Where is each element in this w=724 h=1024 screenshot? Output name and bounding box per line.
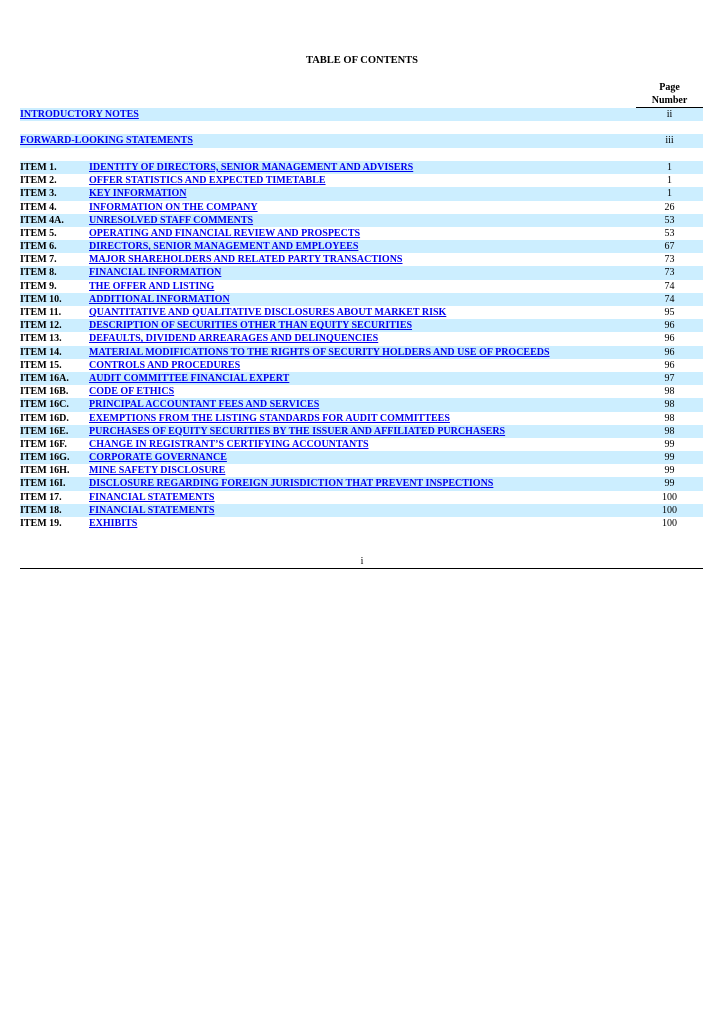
toc-item-number: ITEM 13.	[20, 333, 62, 345]
footer-page-number: i	[360, 556, 364, 567]
toc-item-link[interactable]: INFORMATION ON THE COMPANY	[89, 201, 258, 213]
toc-item-link[interactable]: DEFAULTS, DIVIDEND ARREARAGES AND DELINQUENCIES	[89, 333, 379, 345]
toc-item-number: ITEM 18.	[20, 504, 62, 516]
toc-row	[20, 214, 703, 227]
toc-page-number: 98	[664, 412, 675, 424]
toc-spacer	[20, 148, 703, 161]
toc-item-number: ITEM 12.	[20, 320, 62, 332]
toc-item-number: ITEM 6.	[20, 241, 57, 253]
toc-page-number: 100	[662, 518, 677, 530]
toc-row	[20, 359, 703, 372]
toc-row	[20, 240, 703, 253]
toc-item-link[interactable]: IDENTITY OF DIRECTORS, SENIOR MANAGEMENT AND ADVISERS	[89, 161, 414, 173]
toc-row	[20, 477, 703, 490]
toc-item-number: ITEM 16E.	[20, 425, 69, 437]
toc-page-number: 96	[664, 320, 675, 332]
forward-looking-statements-link[interactable]: FORWARD-LOOKING STATEMENTS	[20, 135, 193, 147]
toc-item-number: ITEM 9.	[20, 280, 57, 292]
toc-item-number: ITEM 15.	[20, 359, 62, 371]
toc-page-number: 95	[664, 307, 675, 319]
toc-row	[20, 398, 703, 411]
toc-spacer	[20, 121, 703, 134]
toc-item-link[interactable]: CHANGE IN REGISTRANT’S CERTIFYING ACCOUNTANTS	[89, 438, 369, 450]
toc-page-number: 96	[664, 359, 675, 371]
toc-row	[20, 280, 703, 293]
toc-row	[20, 161, 703, 174]
toc-row-introductory-notes	[20, 108, 703, 121]
toc-item-link[interactable]: DIRECTORS, SENIOR MANAGEMENT AND EMPLOYEES	[89, 241, 359, 253]
toc-page-number: 1	[667, 188, 672, 200]
toc-page-number: 74	[664, 280, 675, 292]
toc-page-number: ii	[666, 109, 673, 120]
toc-row	[20, 187, 703, 200]
toc-page-number: 98	[664, 386, 675, 398]
toc-item-number: ITEM 5.	[20, 227, 57, 239]
toc-item-number: ITEM 8.	[20, 267, 57, 279]
toc-item-number: ITEM 10.	[20, 293, 62, 305]
toc-item-link[interactable]: THE OFFER AND LISTING	[89, 280, 215, 292]
toc-item-number: ITEM 7.	[20, 254, 57, 266]
toc-page-number: 1	[667, 161, 672, 173]
toc-item-number: ITEM 11.	[20, 307, 62, 319]
toc-row	[20, 517, 703, 530]
toc-row	[20, 227, 703, 240]
toc-page-number: 100	[662, 491, 677, 503]
toc-page-number: 99	[664, 478, 675, 490]
toc-item-number: ITEM 4A.	[20, 214, 64, 226]
toc-page-number: 73	[664, 254, 675, 266]
page-title: TABLE OF CONTENTS	[305, 55, 419, 66]
toc-item-number: ITEM 16A.	[20, 372, 69, 384]
toc-page-number: 74	[664, 293, 675, 305]
toc-page-number: 73	[664, 267, 675, 279]
toc-row	[20, 412, 703, 425]
toc-item-number: ITEM 3.	[20, 188, 57, 200]
toc-page-number: 100	[662, 504, 677, 516]
toc-page-number: 1	[667, 175, 672, 187]
toc-item-number: ITEM 17.	[20, 491, 62, 503]
page-number-column-header	[636, 81, 703, 107]
toc-page-number: 99	[664, 438, 675, 450]
toc-row	[20, 346, 703, 359]
toc-item-number: ITEM 14.	[20, 346, 62, 358]
toc-item-number: ITEM 16D.	[20, 412, 69, 424]
toc-page-number: 98	[664, 425, 675, 437]
toc-item-link[interactable]: EXEMPTIONS FROM THE LISTING STANDARDS FOR AUDIT COMMITTEES	[89, 412, 450, 424]
toc-item-number: ITEM 16B.	[20, 386, 69, 398]
toc-item-number: ITEM 16H.	[20, 465, 70, 477]
toc-item-link[interactable]: QUANTITATIVE AND QUALITATIVE DISCLOSURES ABOUT MARKET RISK	[89, 307, 447, 319]
toc-item-link[interactable]: OPERATING AND FINANCIAL REVIEW AND PROSPECTS	[89, 227, 361, 239]
page-header-line1: Page	[659, 82, 680, 93]
toc-item-link[interactable]: DISCLOSURE REGARDING FOREIGN JURISDICTION THAT PREVENT INSPECTIONS	[89, 478, 494, 490]
toc-item-link[interactable]: AUDIT COMMITTEE FINANCIAL EXPERT	[89, 372, 290, 384]
introductory-notes-link[interactable]: INTRODUCTORY NOTES	[20, 109, 139, 120]
toc-page-number: 99	[664, 465, 675, 477]
toc-page-number: 98	[664, 399, 675, 411]
toc-item-link[interactable]: PURCHASES OF EQUITY SECURITIES BY THE ISSUER AND AFFILIATED PURCHASERS	[89, 425, 506, 437]
toc-row	[20, 253, 703, 266]
toc-items	[20, 161, 703, 530]
toc-item-number: ITEM 16G.	[20, 452, 70, 464]
toc-page-number: 99	[664, 452, 675, 464]
toc-page-number: 67	[664, 241, 675, 253]
toc-row	[20, 385, 703, 398]
toc-page-number: 53	[664, 214, 675, 226]
toc-item-link[interactable]: KEY INFORMATION	[89, 188, 187, 200]
toc-row	[20, 306, 703, 319]
toc-row	[20, 174, 703, 187]
toc-row	[20, 293, 703, 306]
toc-item-number: ITEM 16C.	[20, 399, 69, 411]
footer-rule	[20, 568, 703, 569]
toc-row	[20, 491, 703, 504]
toc-item-link[interactable]: FINANCIAL STATEMENTS	[89, 504, 215, 516]
toc-item-link[interactable]: PRINCIPAL ACCOUNTANT FEES AND SERVICES	[89, 399, 320, 411]
toc-page-number: 97	[664, 372, 675, 384]
toc-page-number: 96	[664, 333, 675, 345]
toc-row	[20, 266, 703, 279]
toc-item-link[interactable]: EXHIBITS	[89, 518, 138, 530]
toc-row	[20, 425, 703, 438]
toc-item-link[interactable]: FINANCIAL INFORMATION	[89, 267, 222, 279]
toc-page-number: iii	[665, 135, 674, 147]
toc-item-link[interactable]: CODE OF ETHICS	[89, 386, 175, 398]
toc-item-link[interactable]: DESCRIPTION OF SECURITIES OTHER THAN EQUITY SECURITIES	[89, 320, 413, 332]
toc-row	[20, 201, 703, 214]
page-header-line2: Number	[651, 95, 688, 106]
toc-item-number: ITEM 16I.	[20, 478, 66, 490]
toc-row	[20, 438, 703, 451]
toc-item-number: ITEM 16F.	[20, 438, 67, 450]
toc-item-number: ITEM 19.	[20, 518, 62, 530]
toc-row	[20, 332, 703, 345]
toc-row	[20, 319, 703, 332]
toc-item-link[interactable]: MAJOR SHAREHOLDERS AND RELATED PARTY TRANSACTIONS	[89, 254, 403, 266]
toc-page-number: 26	[664, 201, 675, 213]
toc-item-link[interactable]: CONTROLS AND PROCEDURES	[89, 359, 241, 371]
toc-item-number: ITEM 1.	[20, 161, 57, 173]
toc-row	[20, 451, 703, 464]
toc-row	[20, 372, 703, 385]
toc-row-forward-looking-statements	[20, 134, 703, 147]
toc-row	[20, 464, 703, 477]
toc-item-link[interactable]: MATERIAL MODIFICATIONS TO THE RIGHTS OF SECURITY HOLDERS AND USE OF PROCEEDS	[89, 346, 550, 358]
toc-item-number: ITEM 4.	[20, 201, 57, 213]
toc-item-number: ITEM 2.	[20, 175, 57, 187]
toc-item-link[interactable]: CORPORATE GOVERNANCE	[89, 452, 227, 464]
toc-item-link[interactable]: FINANCIAL STATEMENTS	[89, 491, 215, 503]
toc-page-number: 53	[664, 227, 675, 239]
toc-row	[20, 504, 703, 517]
toc-item-link[interactable]: OFFER STATISTICS AND EXPECTED TIMETABLE	[89, 175, 326, 187]
toc-item-link[interactable]: UNRESOLVED STAFF COMMENTS	[89, 214, 254, 226]
table-of-contents	[20, 108, 703, 530]
toc-item-link[interactable]: MINE SAFETY DISCLOSURE	[89, 465, 226, 477]
toc-page-number: 96	[664, 346, 675, 358]
toc-item-link[interactable]: ADDITIONAL INFORMATION	[89, 293, 230, 305]
